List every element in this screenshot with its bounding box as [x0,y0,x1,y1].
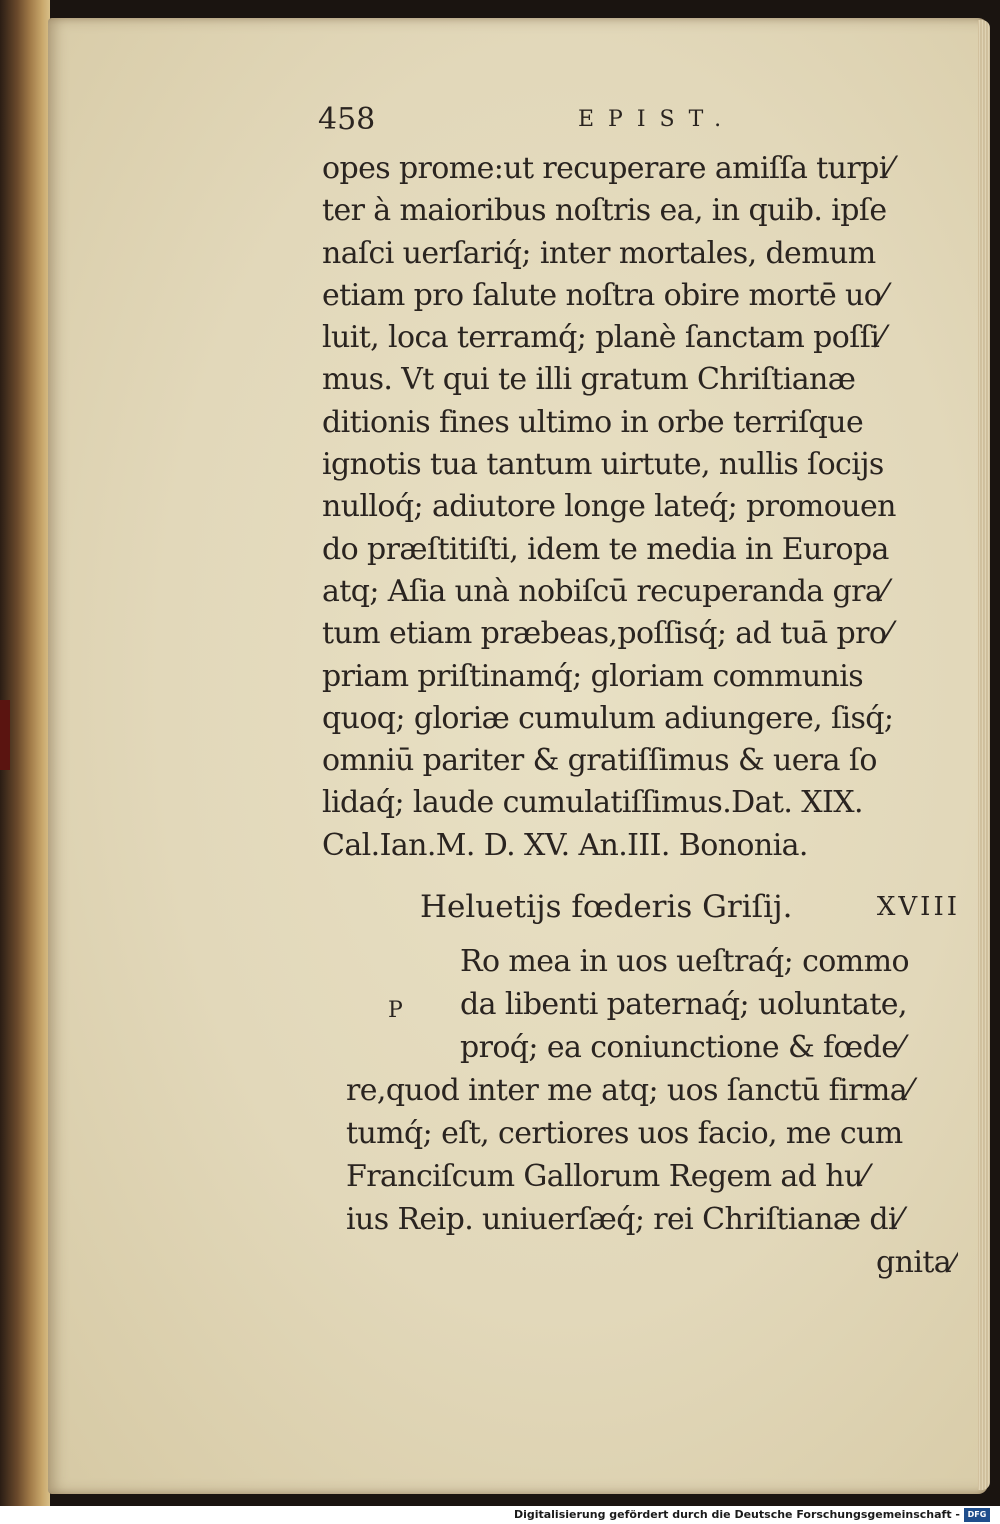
text-line: ditionis fines ultimo in orbe terriſque [322,404,864,440]
text-line: re,quod inter me atq; uos ſanctū firma⁄ [346,1073,912,1108]
text-line: da libenti paternaq́; uoluntate, [460,987,907,1022]
text-line: priam priſtinamq́; gloriam communis [322,658,864,694]
text-line: opes prome:ut recuperare amiſſa turpi⁄ [322,151,893,186]
binding-ribbon [0,700,10,770]
text-line: tum etiam præbeas,poſſisq́; ad tuā pro⁄ [322,616,891,652]
letter-heading-title: Heluetijs fœderis Griſij. [420,889,793,925]
letter-heading [420,880,960,934]
text-line: naſci uerſariq́; inter mortales, demum [322,235,876,271]
dfg-logo: DFG [964,1508,990,1522]
text-line: ius Reip. uniuerſæq́; rei Chriſtianæ di⁄ [346,1202,902,1237]
text-line: atq; Aſia unà nobiſcū recuperanda gra⁄ [322,573,887,609]
running-head-title: EPIST. [578,107,736,132]
text-line: proq́; ea coniunctione & fœde⁄ [460,1030,903,1065]
text-line: Cal.Ian.M. D. XV. An.III. Bononia. [322,827,808,863]
footer-credit: Digitalisierung gefördert durch die Deutsche Forschungsgemeinschaft - [513,1508,960,1521]
text-line: Ro mea in uos ueſtraq́; commo [460,944,909,979]
text-line: tumq́; eſt, certiores uos facio, me cum [346,1116,903,1151]
text-line: ignotis tua tantum uirtute, nullis ſocijs [322,447,884,483]
text-line: gnita⁄ [876,1245,956,1280]
letter-text [346,940,958,1284]
text-line: do præſtitiſti, idem te media in Europa [322,531,889,567]
text-line: omniū pariter & gratiſſimus & uera ſo [322,743,877,779]
body-text [322,148,952,867]
text-line: lidaq́; laude cumulatiſſimus.Dat. XIX. [322,785,863,821]
letter-number: XVIII [876,892,960,922]
text-line: etiam pro ſalute noſtra obire mortē uo⁄ [322,277,886,313]
text-line: ter à maioribus noſtris ea, in quib. ipſe [322,193,887,229]
page-edges [978,20,990,1490]
page-number: 458 [318,102,376,137]
text-line: Franciſcum Gallorum Regem ad hu⁄ [346,1159,868,1194]
text-line: nulloq́; adiutore longe lateq́; promouen [322,489,896,525]
text-line: mus. Vt qui te illi gratum Chriſtianæ [322,362,856,398]
text-line: luit, loca terramq́; planè ſanctam poſſi⁄ [322,320,884,356]
text-line: quoq; gloriæ cumulum adiungere, ſisq́; [322,700,894,736]
initial-letter: P [388,998,403,1023]
